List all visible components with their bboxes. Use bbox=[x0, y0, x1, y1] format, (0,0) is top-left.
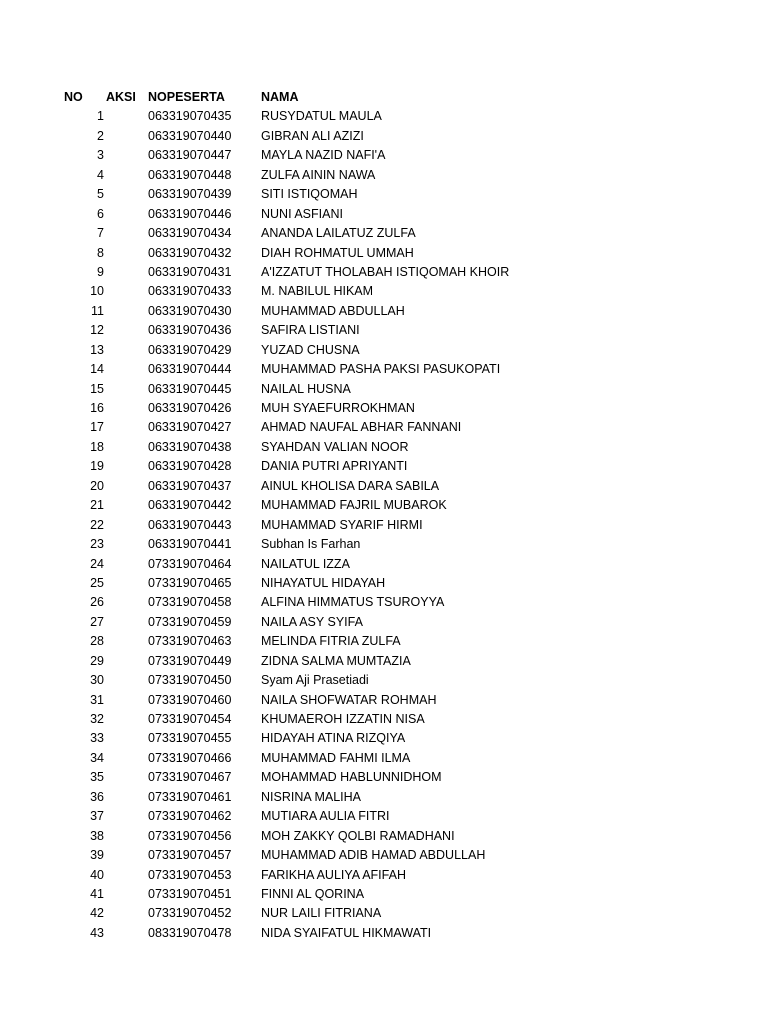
nama-cell: MUHAMMAD PASHA PAKSI PASUKOPATI bbox=[261, 362, 501, 377]
table-row bbox=[0, 224, 768, 243]
nama-cell: SYAHDAN VALIAN NOOR bbox=[261, 439, 409, 454]
aksi-cell: 12 bbox=[90, 323, 104, 338]
header-nopeserta: NOPESERTA bbox=[148, 90, 225, 104]
table-row bbox=[0, 516, 768, 535]
nopeserta-cell: 063319070432 bbox=[148, 245, 232, 260]
nama-cell: MUHAMMAD FAJRIL MUBAROK bbox=[261, 498, 447, 513]
nopeserta-cell: 073319070457 bbox=[148, 848, 232, 863]
aksi-cell: 9 bbox=[97, 264, 104, 279]
aksi-cell: 23 bbox=[90, 537, 104, 552]
table-row bbox=[0, 788, 768, 807]
nopeserta-cell: 063319070447 bbox=[148, 148, 232, 163]
nama-cell: NAILAL HUSNA bbox=[261, 381, 351, 396]
aksi-cell: 11 bbox=[91, 303, 104, 318]
table-row bbox=[0, 904, 768, 923]
nama-cell: DANIA PUTRI APRIYANTI bbox=[261, 459, 408, 474]
aksi-cell: 13 bbox=[90, 342, 104, 357]
aksi-cell: 39 bbox=[90, 848, 104, 863]
table-row bbox=[0, 282, 768, 301]
aksi-cell: 10 bbox=[90, 284, 104, 299]
table-row bbox=[0, 749, 768, 768]
table-row bbox=[0, 438, 768, 457]
aksi-cell: 24 bbox=[90, 556, 104, 571]
aksi-cell: 43 bbox=[90, 925, 104, 940]
aksi-cell: 36 bbox=[90, 789, 104, 804]
table-row bbox=[0, 652, 768, 671]
nopeserta-cell: 063319070443 bbox=[148, 517, 232, 532]
aksi-cell: 40 bbox=[90, 867, 104, 882]
nopeserta-cell: 063319070430 bbox=[148, 303, 232, 318]
nopeserta-cell: 073319070460 bbox=[148, 692, 232, 707]
nama-cell: YUZAD CHUSNA bbox=[261, 342, 360, 357]
table-row bbox=[0, 593, 768, 612]
nama-cell: SITI ISTIQOMAH bbox=[261, 187, 358, 202]
nama-cell: GIBRAN ALI AZIZI bbox=[261, 128, 364, 143]
aksi-cell: 41 bbox=[90, 886, 104, 901]
nama-cell: ZIDNA SALMA MUMTAZIA bbox=[261, 653, 411, 668]
aksi-cell: 29 bbox=[90, 653, 104, 668]
aksi-cell: 26 bbox=[90, 595, 104, 610]
table-row bbox=[0, 127, 768, 146]
nopeserta-cell: 063319070428 bbox=[148, 459, 232, 474]
table-row bbox=[0, 380, 768, 399]
nama-cell: MUHAMMAD ADIB HAMAD ABDULLAH bbox=[261, 848, 486, 863]
table-row bbox=[0, 496, 768, 515]
nopeserta-cell: 073319070465 bbox=[148, 575, 232, 590]
aksi-cell: 4 bbox=[97, 167, 104, 182]
nopeserta-cell: 073319070464 bbox=[148, 556, 232, 571]
nopeserta-cell: 073319070450 bbox=[148, 673, 232, 688]
table-row bbox=[0, 477, 768, 496]
table-row bbox=[0, 302, 768, 321]
nopeserta-cell: 063319070446 bbox=[148, 206, 232, 221]
nopeserta-cell: 073319070461 bbox=[148, 789, 232, 804]
nopeserta-cell: 063319070441 bbox=[148, 537, 232, 552]
nama-cell: A'IZZATUT THOLABAH ISTIQOMAH KHOIR bbox=[261, 264, 510, 279]
nama-cell: MELINDA FITRIA ZULFA bbox=[261, 634, 401, 649]
aksi-cell: 19 bbox=[90, 459, 104, 474]
table-row bbox=[0, 729, 768, 748]
nopeserta-cell: 063319070448 bbox=[148, 167, 232, 182]
table-row bbox=[0, 827, 768, 846]
aksi-cell: 3 bbox=[97, 148, 104, 163]
table-row bbox=[0, 613, 768, 632]
nama-cell: ALFINA HIMMATUS TSUROYYA bbox=[261, 595, 445, 610]
nama-cell: NAILA ASY SYIFA bbox=[261, 614, 363, 629]
aksi-cell: 38 bbox=[90, 828, 104, 843]
nama-cell: KHUMAEROH IZZATIN NISA bbox=[261, 712, 425, 726]
aksi-cell: 2 bbox=[97, 128, 104, 143]
table-row bbox=[0, 768, 768, 787]
nopeserta-cell: 063319070436 bbox=[148, 323, 232, 338]
table-row bbox=[0, 244, 768, 263]
table-row bbox=[0, 263, 768, 282]
nama-cell: MUH SYAEFURROKHMAN bbox=[261, 401, 415, 415]
nopeserta-cell: 063319070435 bbox=[148, 109, 232, 124]
nama-cell: NUNI ASFIANI bbox=[261, 206, 343, 221]
aksi-cell: 18 bbox=[90, 439, 104, 454]
aksi-cell: 30 bbox=[90, 673, 104, 688]
aksi-cell: 16 bbox=[90, 401, 104, 415]
aksi-cell: 32 bbox=[90, 712, 104, 726]
table-row bbox=[0, 555, 768, 574]
aksi-cell: 21 bbox=[90, 498, 104, 513]
nopeserta-cell: 063319070426 bbox=[148, 401, 232, 415]
nama-cell: NISRINA MALIHA bbox=[261, 789, 362, 804]
aksi-cell: 42 bbox=[90, 906, 104, 921]
table-row bbox=[0, 205, 768, 224]
aksi-cell: 33 bbox=[90, 731, 104, 746]
table-row bbox=[0, 321, 768, 340]
aksi-cell: 14 bbox=[90, 362, 104, 377]
table-row bbox=[0, 691, 768, 710]
table-row bbox=[0, 166, 768, 185]
nama-cell: SAFIRA LISTIANI bbox=[261, 323, 360, 338]
aksi-cell: 34 bbox=[90, 750, 104, 765]
nama-cell: MUHAMMAD SYARIF HIRMI bbox=[261, 517, 423, 532]
aksi-cell: 37 bbox=[90, 809, 104, 824]
nopeserta-cell: 073319070453 bbox=[148, 867, 232, 882]
nopeserta-cell: 073319070458 bbox=[148, 595, 232, 610]
header-no: NO bbox=[64, 90, 83, 104]
aksi-cell: 6 bbox=[97, 206, 104, 221]
nama-cell: FARIKHA AULIYA AFIFAH bbox=[261, 867, 406, 882]
table-row bbox=[0, 846, 768, 865]
nama-cell: DIAH ROHMATUL UMMAH bbox=[261, 245, 414, 260]
header-nama: NAMA bbox=[261, 90, 299, 104]
table-row bbox=[0, 535, 768, 554]
aksi-cell: 31 bbox=[90, 692, 104, 707]
aksi-cell: 5 bbox=[97, 187, 104, 202]
nama-cell: Subhan Is Farhan bbox=[261, 537, 361, 552]
nopeserta-cell: 073319070456 bbox=[148, 828, 232, 843]
nama-cell: MAYLA NAZID NAFI'A bbox=[261, 148, 386, 163]
table-row bbox=[0, 924, 768, 943]
nama-cell: NUR LAILI FITRIANA bbox=[261, 906, 382, 921]
nama-cell: MOH ZAKKY QOLBI RAMADHANI bbox=[261, 828, 455, 843]
nama-cell: NIHAYATUL HIDAYAH bbox=[261, 575, 386, 590]
nopeserta-cell: 073319070451 bbox=[148, 886, 232, 901]
table-row bbox=[0, 185, 768, 204]
aksi-cell: 1 bbox=[97, 109, 104, 124]
aksi-cell: 8 bbox=[97, 245, 104, 260]
nama-cell: AINUL KHOLISA DARA SABILA bbox=[261, 478, 440, 493]
nopeserta-cell: 073319070467 bbox=[148, 770, 232, 785]
nama-cell: NIDA SYAIFATUL HIKMAWATI bbox=[261, 925, 432, 940]
table-row bbox=[0, 710, 768, 729]
table-row bbox=[0, 341, 768, 360]
nopeserta-cell: 063319070438 bbox=[148, 439, 232, 454]
nopeserta-cell: 063319070442 bbox=[148, 498, 232, 513]
table-row bbox=[0, 399, 768, 418]
nama-cell: RUSYDATUL MAULA bbox=[261, 109, 382, 124]
nopeserta-cell: 073319070466 bbox=[148, 750, 232, 765]
nopeserta-cell: 063319070440 bbox=[148, 128, 232, 143]
nama-cell: ANANDA LAILATUZ ZULFA bbox=[261, 226, 416, 241]
aksi-cell: 17 bbox=[90, 420, 104, 435]
nama-cell: NAILATUL IZZA bbox=[261, 556, 350, 571]
nopeserta-cell: 063319070431 bbox=[148, 264, 232, 279]
table-body bbox=[0, 107, 768, 943]
nama-cell: M. NABILUL HIKAM bbox=[261, 284, 374, 299]
nama-cell: HIDAYAH ATINA RIZQIYA bbox=[261, 731, 406, 746]
nopeserta-cell: 073319070462 bbox=[148, 809, 232, 824]
nopeserta-cell: 063319070427 bbox=[148, 420, 232, 435]
aksi-cell: 15 bbox=[90, 381, 104, 396]
table-header-row bbox=[0, 88, 768, 107]
nopeserta-cell: 073319070452 bbox=[148, 906, 232, 921]
nopeserta-cell: 073319070463 bbox=[148, 634, 232, 649]
table-row bbox=[0, 807, 768, 826]
nopeserta-cell: 073319070454 bbox=[148, 712, 232, 726]
nama-cell: MUHAMMAD ABDULLAH bbox=[261, 303, 405, 318]
nama-cell: FINNI AL QORINA bbox=[261, 886, 365, 901]
header-aksi: AKSI bbox=[106, 90, 136, 104]
participant-table bbox=[0, 88, 768, 943]
nopeserta-cell: 063319070445 bbox=[148, 381, 232, 396]
table-row bbox=[0, 866, 768, 885]
aksi-cell: 25 bbox=[90, 575, 104, 590]
table-row bbox=[0, 457, 768, 476]
nopeserta-cell: 083319070478 bbox=[148, 925, 232, 940]
nama-cell: AHMAD NAUFAL ABHAR FANNANI bbox=[261, 420, 462, 435]
nama-cell: NAILA SHOFWATAR ROHMAH bbox=[261, 692, 437, 707]
aksi-cell: 7 bbox=[97, 226, 104, 241]
aksi-cell: 35 bbox=[90, 770, 104, 785]
nopeserta-cell: 063319070444 bbox=[148, 362, 232, 377]
nopeserta-cell: 063319070429 bbox=[148, 342, 232, 357]
table-row bbox=[0, 885, 768, 904]
table-row bbox=[0, 107, 768, 126]
table-row bbox=[0, 418, 768, 437]
nopeserta-cell: 063319070439 bbox=[148, 187, 232, 202]
nama-cell: MUTIARA AULIA FITRI bbox=[261, 809, 390, 824]
nama-cell: MUHAMMAD FAHMI ILMA bbox=[261, 750, 411, 765]
nopeserta-cell: 073319070449 bbox=[148, 653, 232, 668]
aksi-cell: 20 bbox=[90, 478, 104, 493]
table-row bbox=[0, 671, 768, 690]
aksi-cell: 27 bbox=[90, 614, 104, 629]
nopeserta-cell: 073319070455 bbox=[148, 731, 232, 746]
table-row bbox=[0, 632, 768, 651]
aksi-cell: 22 bbox=[90, 517, 104, 532]
nopeserta-cell: 073319070459 bbox=[148, 614, 232, 629]
aksi-cell: 28 bbox=[90, 634, 104, 649]
nama-cell: Syam Aji Prasetiadi bbox=[261, 673, 369, 688]
table-row bbox=[0, 146, 768, 165]
table-row bbox=[0, 574, 768, 593]
nama-cell: ZULFA AININ NAWA bbox=[261, 167, 376, 182]
nopeserta-cell: 063319070437 bbox=[148, 478, 232, 493]
table-row bbox=[0, 360, 768, 379]
nopeserta-cell: 063319070434 bbox=[148, 226, 232, 241]
nopeserta-cell: 063319070433 bbox=[148, 284, 232, 299]
nama-cell: MOHAMMAD HABLUNNIDHOM bbox=[261, 770, 442, 785]
